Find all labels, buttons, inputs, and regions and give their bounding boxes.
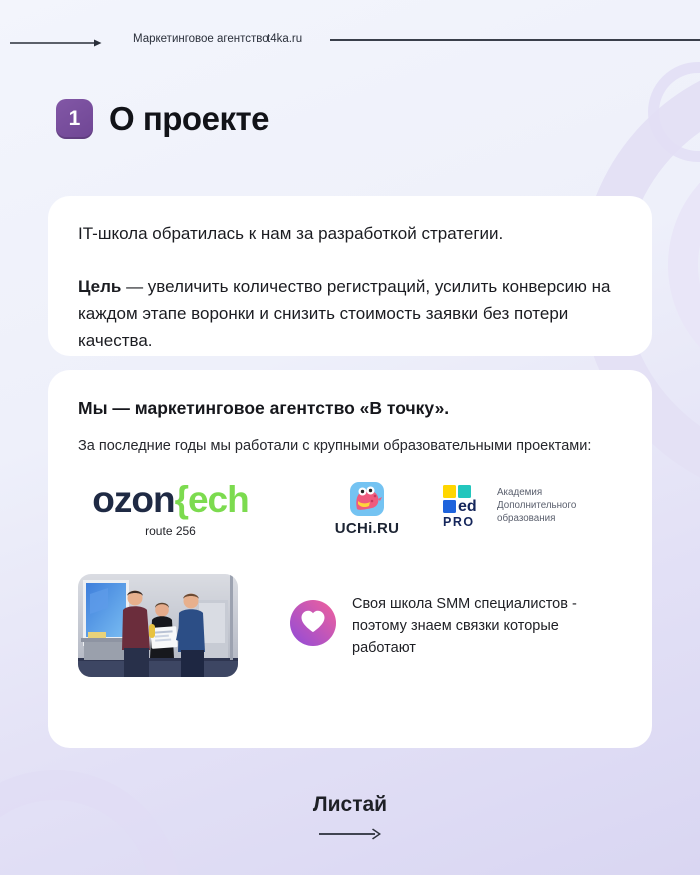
title-row — [56, 99, 269, 139]
about-bottom-row — [78, 574, 622, 677]
goal-label: Цель — [78, 277, 122, 296]
heart-icon — [290, 600, 336, 651]
intro-text: IT-школа обратилась к нам за разработкой стратегии. — [78, 224, 504, 243]
intro-card — [48, 196, 652, 356]
about-subheading: За последние годы мы работали с крупными образовательными проектами: — [78, 438, 592, 454]
about-card — [48, 370, 652, 748]
edpro-square-teal — [458, 485, 471, 498]
site-label: t4ka.ru — [267, 33, 303, 45]
swipe-label: Листай — [312, 793, 388, 816]
edpro-square-yellow — [443, 485, 456, 498]
tech-word-part: {ech — [174, 479, 249, 520]
smm-note: Своя школа SMM специалистов - поэтому знаем связки которые работают — [352, 595, 577, 656]
section-number-badge — [56, 99, 93, 139]
arrow-right-icon — [10, 39, 102, 47]
uchi-ru-icon — [349, 481, 385, 517]
ozon-tech-wordmark — [88, 481, 253, 518]
uchi-ru-label: UCHi.RU — [334, 520, 400, 537]
edpro-ed-text: ed — [458, 498, 477, 515]
page-title: О проекте — [109, 100, 269, 137]
edpro-logo-icon — [443, 485, 487, 529]
section-number: 1 — [68, 107, 81, 130]
ozon-tech-logo — [88, 481, 253, 538]
swipe-arrow-icon — [317, 827, 383, 841]
edpro-logo — [443, 485, 587, 529]
edpro-caption: Академия Дополнительного образования — [497, 487, 577, 525]
goal-text — [78, 273, 622, 354]
ozon-word-part: ozon — [92, 479, 175, 520]
team-photo — [78, 574, 238, 677]
edpro-square-blue — [443, 500, 456, 513]
edpro-pro-text: PRO — [443, 515, 475, 529]
partner-logos — [78, 481, 622, 538]
agency-label: Маркетинговое агентство — [133, 33, 269, 45]
header-divider — [330, 39, 700, 41]
header — [0, 30, 700, 52]
about-heading: Мы — маркетинговое агентство «В точку». — [78, 398, 450, 418]
goal-description: — увеличить количество регистраций, усилить конверсию на каждом этапе воронки и снизить стоимость заявки без потери качества. — [78, 277, 611, 350]
ozon-route-caption: route 256 — [145, 524, 196, 538]
footer — [0, 793, 700, 846]
uchi-ru-logo — [331, 481, 403, 537]
